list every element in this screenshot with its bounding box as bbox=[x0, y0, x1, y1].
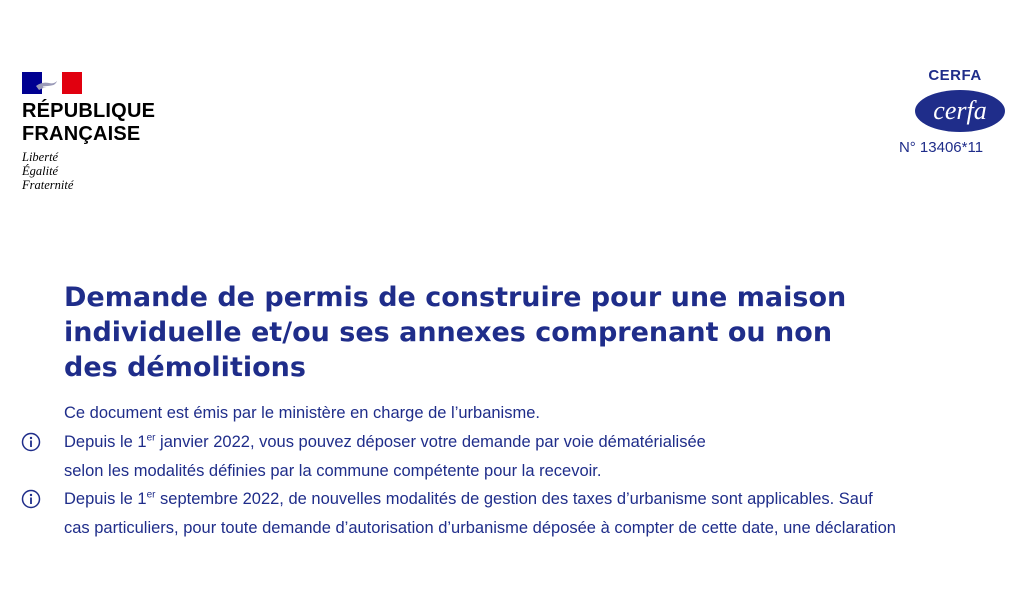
cerfa-block bbox=[876, 67, 1006, 157]
notice-1-sup: er bbox=[146, 432, 156, 444]
notice-2-line-2: cas particuliers, pour toute demande d’autorisation d’urbanisme déposée à compter de cette date, une déclaration bbox=[64, 519, 896, 537]
cerfa-number: N° 13406*11 bbox=[898, 139, 984, 156]
title-line-3: des démolitions bbox=[64, 352, 306, 383]
republic-line-1: RÉPUBLIQUE bbox=[22, 100, 156, 122]
cerfa-logo-text: cerfa bbox=[933, 96, 987, 125]
bottom-margin bbox=[0, 543, 1024, 597]
notice-2-rest: septembre 2022, de nouvelles modalités de gestion des taxes d’urbanisme sont applicables. Sauf bbox=[155, 490, 873, 508]
cerfa-logo-icon bbox=[914, 89, 1006, 133]
notice-2-prefix: Depuis le 1 bbox=[64, 490, 147, 508]
notice-1-rest: janvier 2022, vous pouvez déposer votre demande par voie dématérialisée bbox=[155, 433, 706, 451]
republique-francaise-logo bbox=[22, 72, 155, 192]
notice-1-line-2: selon les modalités définies par la commune compétente pour la recevoir. bbox=[64, 462, 602, 480]
motto-egalite: Égalité bbox=[22, 164, 59, 178]
motto bbox=[22, 150, 155, 192]
notice-2-line-1 bbox=[64, 485, 873, 514]
info-icon bbox=[21, 489, 41, 509]
motto-liberte: Liberté bbox=[22, 150, 59, 164]
motto-fraternite: Fraternité bbox=[22, 178, 74, 192]
cerfa-label: CERFA bbox=[928, 67, 982, 84]
intro-text: Ce document est émis par le ministère en charge de l’urbanisme. bbox=[64, 404, 540, 422]
republic-line-2: FRANÇAISE bbox=[22, 123, 141, 145]
title-line-2: individuelle et/ou ses annexes comprenant ou non bbox=[64, 317, 833, 348]
info-icon bbox=[21, 432, 41, 452]
notice-1-prefix: Depuis le 1 bbox=[64, 433, 147, 451]
title-line-1: Demande de permis de construire pour une maison bbox=[64, 282, 847, 313]
notice-2-sup: er bbox=[146, 489, 156, 501]
republique-francaise-wordmark bbox=[22, 100, 155, 146]
document-title bbox=[64, 280, 964, 385]
marianne-flag-icon bbox=[22, 72, 82, 94]
notice-1-line-1 bbox=[64, 428, 706, 457]
